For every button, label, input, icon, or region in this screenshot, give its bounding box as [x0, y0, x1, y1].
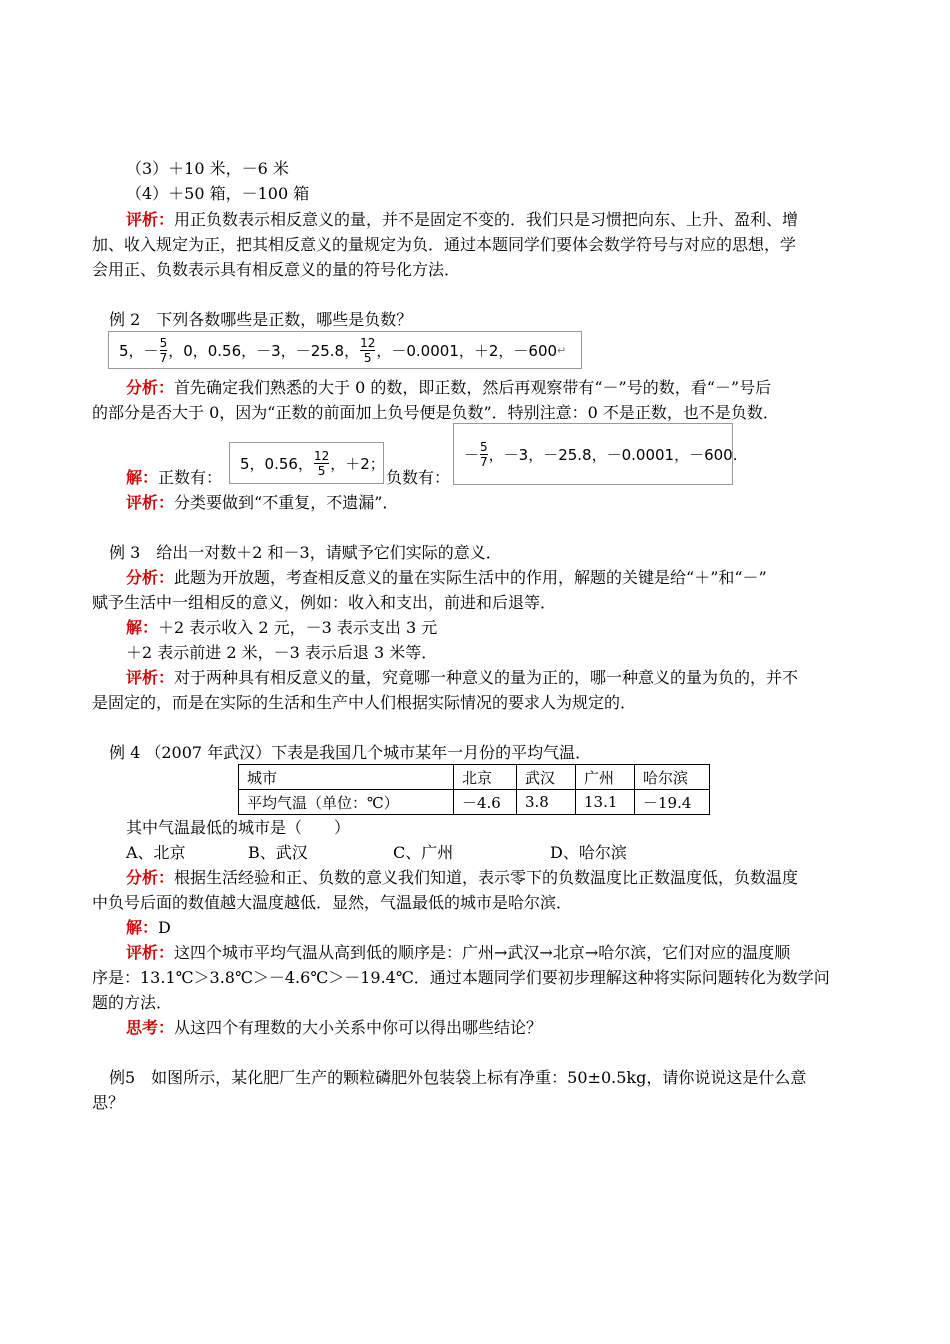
temperature-table [238, 764, 710, 815]
think-text: 从这四个有理数的大小关系中你可以得出哪些结论？ [174, 1018, 543, 1037]
negative-label: 负数有： [386, 468, 451, 487]
minus-sign: － [464, 445, 480, 464]
eval-label: 评析： [126, 210, 175, 229]
table-header-row [239, 765, 710, 790]
ex4-analysis-cont: 中负号后面的数值越大温度越低．显然，气温最低的城市是哈尔滨． [92, 893, 573, 912]
table-cell: －4.6 [454, 790, 517, 815]
line-item-3: （3）＋10 米，－6 米 [126, 159, 289, 178]
ex4-think [126, 1017, 542, 1039]
solution-text: ＋2 表示收入 2 元，－3 表示支出 3 元 [158, 618, 438, 637]
analysis-text: 此题为开放题，考查相反意义的量在实际生活中的作用，解题的关键是给“＋”和“－” [174, 568, 767, 587]
table-cell: 城市 [239, 765, 454, 790]
table-cell: 3.8 [517, 790, 576, 815]
number-text: ，＋2； [330, 454, 385, 473]
ex4-analysis [126, 867, 798, 889]
fraction-5-7: $\frac{5}{7}$ [480, 439, 488, 469]
number-text: 5，0.56， [240, 454, 313, 473]
think-label: 思考： [126, 1018, 175, 1037]
analysis-label: 分析： [126, 568, 175, 587]
table-cell: 哈尔滨 [635, 765, 710, 790]
table-cell: 武汉 [517, 765, 576, 790]
analysis-text: 首先确定我们熟悉的大于 0 的数，即正数，然后再观察带有“－”号的数，看“－”号后 [174, 378, 772, 397]
ex1-evaluation [126, 209, 798, 231]
fraction-12-5: $\frac{12}{5}$ [360, 335, 376, 365]
example-4-title: 例 4 （2007 年武汉）下表是我国几个城市某年一月份的平均气温． [109, 743, 592, 762]
positive-label: 正数有： [158, 468, 223, 487]
ex3-solution [126, 617, 437, 639]
eval-text: 这四个城市平均气温从高到低的顺序是：广州→武汉→北京→哈尔滨，它们对应的温度顺 [174, 943, 791, 962]
ex4-option-b: B、武汉 [248, 843, 308, 862]
number-text: ，－0.0001，＋2，－600 [376, 341, 558, 360]
number-text: ，0，0.56，－3，－25.8， [168, 341, 360, 360]
ex3-evaluation [126, 667, 798, 689]
ex4-option-a: A、北京 [126, 843, 186, 862]
analysis-label: 分析： [126, 378, 175, 397]
eval-label: 评析： [126, 493, 175, 512]
solution-text: D [158, 918, 171, 937]
number-text: 5， [119, 341, 144, 360]
solution-label: 解： [126, 918, 159, 937]
ex4-evaluation-cont: 题的方法． [92, 993, 173, 1012]
ex2-analysis [126, 377, 771, 399]
numbers-image-box [108, 331, 582, 369]
eval-label: 评析： [126, 668, 175, 687]
example-5-title: 例5 如图所示，某化肥厂生产的颗粒磷肥外包装袋上标有净重：50±0.5kg，请你说说这是什么意 [109, 1068, 807, 1087]
ex3-solution-cont: ＋2 表示前进 2 米，－3 表示后退 3 米等． [126, 643, 438, 662]
eval-text: 用正负数表示相反意义的量，并不是固定不变的．我们只是习惯把向东、上升、盈利、增 [174, 210, 799, 229]
analysis-label: 分析： [126, 868, 175, 887]
positive-numbers-box [229, 442, 384, 484]
eval-label: 评析： [126, 943, 175, 962]
example-2-title: 例 2 下列各数哪些是正数，哪些是负数？ [109, 310, 413, 329]
ex4-option-c: C、广州 [393, 843, 454, 862]
ex4-option-d: D、哈尔滨 [550, 843, 627, 862]
return-mark: ↵ [557, 343, 567, 357]
table-cell: 平均气温（单位：℃） [239, 790, 454, 815]
example-3-title: 例 3 给出一对数＋2 和－3，请赋予它们实际的意义． [109, 543, 502, 562]
ex4-solution [126, 917, 171, 939]
minus-sign: － [143, 341, 159, 360]
eval-text: 分类要做到“不重复，不遗漏”． [174, 493, 399, 512]
ex3-evaluation-cont: 是固定的，而是在实际的生活和生产中人们根据实际情况的要求人为规定的． [92, 693, 637, 712]
negative-numbers-box [453, 423, 738, 485]
ex2-analysis-cont: 的部分是否大于 0，因为“正数的前面加上负号便是负数”．特别注意：0 不是正数，也不是负数． [92, 403, 779, 422]
example-5-title-cont: 思？ [92, 1093, 125, 1112]
ex2-solution-label [126, 467, 222, 489]
table-cell: 13.1 [576, 790, 635, 815]
ex3-analysis-cont: 赋予生活中一组相反的意义，例如：收入和支出，前进和后退等． [92, 593, 557, 612]
solution-label: 解： [126, 468, 159, 487]
fraction-12-5: $\frac{12}{5}$ [313, 448, 330, 478]
line-item-4: （4）＋50 箱，－100 箱 [126, 184, 310, 203]
ex2-evaluation [126, 492, 398, 514]
table-cell: 北京 [454, 765, 517, 790]
number-text: ，－3，－25.8，－0.0001，－600. [488, 445, 738, 464]
ex4-question: 其中气温最低的城市是（ ） [126, 818, 351, 837]
analysis-text: 根据生活经验和正、负数的意义我们知道，表示零下的负数温度比正数温度低，负数温度 [174, 868, 799, 887]
ex1-evaluation-cont: 会用正、负数表示具有相反意义的量的符号化方法． [92, 260, 461, 279]
table-row [239, 790, 710, 815]
solution-label: 解： [126, 618, 159, 637]
eval-text: 对于两种具有相反意义的量，究竟哪一种意义的量为正的，哪一种意义的量为负的，并不 [174, 668, 799, 687]
ex3-analysis [126, 567, 767, 589]
ex4-evaluation [126, 942, 790, 964]
ex1-evaluation-cont: 加、收入规定为正，把其相反意义的量规定为负．通过本题同学们要体会数学符号与对应的思想，学 [92, 235, 797, 254]
table-cell: 广州 [576, 765, 635, 790]
fraction-5-7: $\frac{5}{7}$ [159, 335, 168, 365]
table-cell: －19.4 [635, 790, 710, 815]
ex4-evaluation-cont: 序是：13.1℃＞3.8℃＞－4.6℃＞－19.4℃．通过本题同学们要初步理解这种将实际问题转化为数学问 [92, 968, 830, 987]
